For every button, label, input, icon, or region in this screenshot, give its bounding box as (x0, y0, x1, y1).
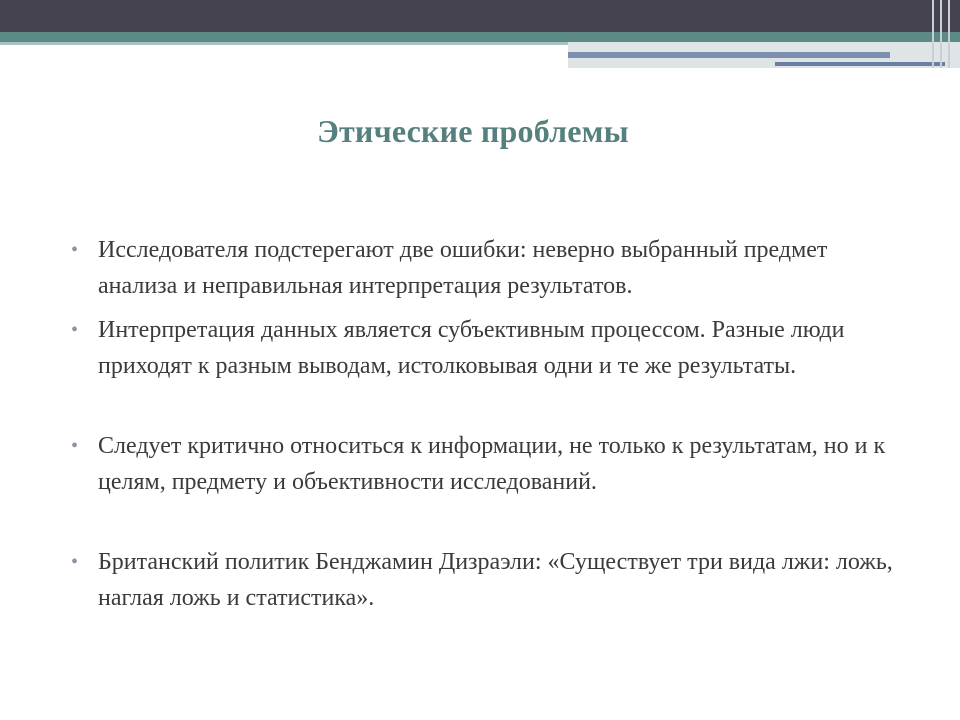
bullet-icon: • (71, 551, 79, 573)
bullet-icon: • (71, 435, 79, 457)
bullet-item (70, 312, 910, 420)
bullet-text: Британский политик Бенджамин Дизраэли: «Существует три вида лжи: ложь, наглая ложь и статистика». (98, 549, 893, 611)
header-vertical-lines (928, 0, 960, 68)
header-blue-stripe-short (775, 62, 945, 66)
bullet-text: Исследователя подстерегают две ошибки: неверно выбранный предмет анализа и неправильная интерпретация результатов. (98, 237, 828, 299)
bullet-text: Следует критично относиться к информации, не только к результатам, но и к целям, предмету и объективности исследований. (98, 433, 886, 495)
header-teal-band (0, 32, 960, 42)
bullet-text: Интерпретация данных является субъективным процессом. Разные люди приходят к разным выводам, истолковывая одни и те же результаты. (98, 317, 845, 379)
header-blue-stripe (568, 52, 890, 58)
bullet-icon: • (71, 239, 79, 261)
bullet-icon: • (71, 319, 79, 341)
header-teal-light-stripe (0, 42, 568, 45)
bullet-item (70, 232, 910, 304)
bullet-item (70, 544, 910, 616)
header-dark-band (0, 0, 960, 32)
bullet-list (70, 232, 910, 616)
slide-title: Этические проблемы (317, 113, 629, 149)
bullet-item (70, 428, 910, 536)
